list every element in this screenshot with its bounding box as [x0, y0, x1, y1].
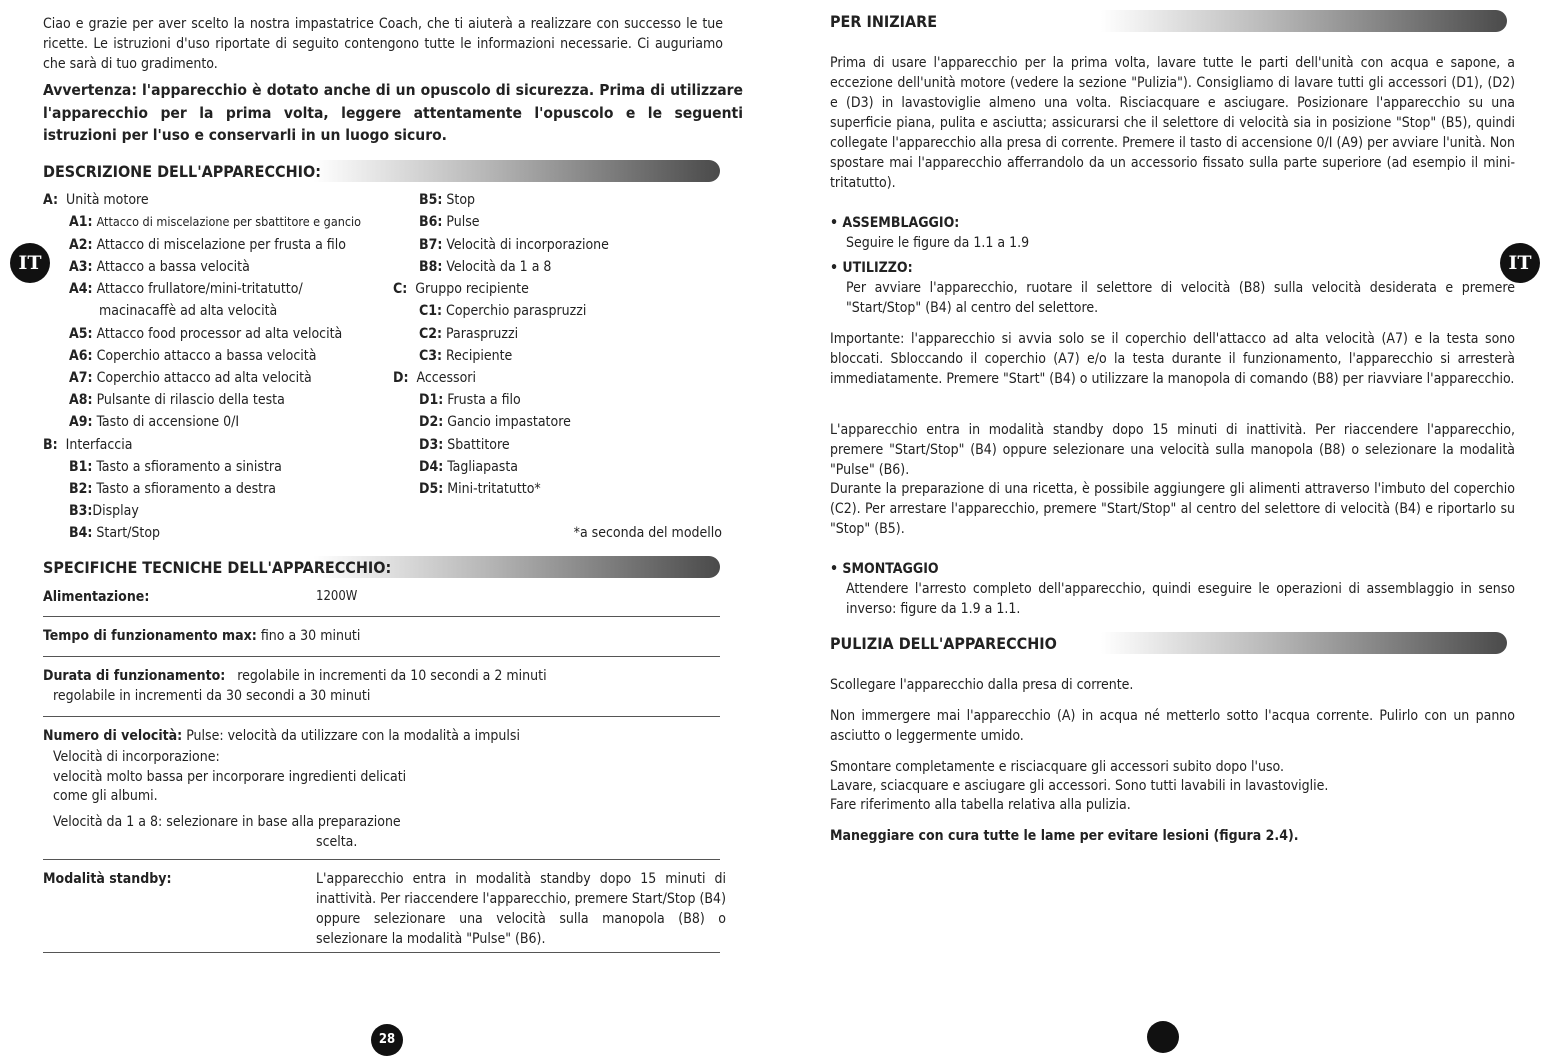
description-item [69, 279, 303, 299]
disassembly-heading: • SMONTAGGIO [830, 561, 939, 577]
start-paragraph: Prima di usare l'apparecchio per la prima volta, lavare tutte le parti dell'unità con acqua e sapone, a eccezione dell'unità motore (vedere la sezione "Pulizia"). Consigliamo di lavare tutti gli accessori (D1), (D2) e (D3) in lavastoviglie almeno una volta. Risciacquare e asciugare. Posizionare l'apparecchio su una superficie piana, pulita e asciutta; assicurarsi che il selettore di velocità sia in posizione "Stop" (B5), quindi collegate l'apparecchio alla presa di corrente. Premere il tasto di accensione 0/I (A9) per avviare l'unità. Non spostare mai l'apparecchio afferrandolo da un accessorio fissato sulla parte superiore (ad esempio il mini-tritatutto). [830, 55, 1515, 191]
description-code: A5: [69, 326, 93, 342]
description-text: Display [92, 503, 139, 519]
model-note: *a seconda del modello [573, 525, 722, 541]
description-code: A4: [69, 281, 93, 297]
description-text: macinacaffè ad alta velocità [99, 303, 278, 319]
use-text: Per avviare l'apparecchio, ruotare il selettore di velocità (B8) sulla velocità desiderata e premere "Start/Stop" (B4) al centro del selettore. [846, 280, 1515, 316]
description-title: DESCRIZIONE DELL'APPARECCHIO: [43, 162, 321, 181]
spec-speeds-value5: Velocità da 1 a 8: selezionare in base alla preparazione [53, 814, 401, 830]
description-text: Gruppo recipiente [415, 281, 529, 297]
spec-speeds-label: Numero di velocità: [43, 728, 183, 744]
description-text: Attacco a bassa velocità [96, 259, 250, 275]
description-text: Unità motore [66, 192, 149, 208]
description-item [419, 390, 521, 410]
cleaning-paragraph-3b: Lavare, sciacquare e asciugare gli accessori. Sono tutti lavabili in lavastoviglie. [830, 778, 1329, 794]
description-item [419, 301, 586, 321]
description-item [69, 479, 276, 499]
divider [43, 616, 720, 617]
use-heading: • UTILIZZO: [830, 260, 913, 276]
description-item [419, 324, 518, 344]
description-code: B: [43, 437, 58, 453]
description-item [419, 190, 475, 210]
spec-power-value: 1200W [316, 589, 358, 604]
spec-speeds-value3: velocità molto bassa per incorporare ingredienti delicati [53, 769, 407, 785]
spec-speeds [43, 726, 520, 746]
description-code: A3: [69, 259, 93, 275]
description-code: B4: [69, 525, 93, 541]
spec-power-label: Alimentazione: [43, 589, 150, 605]
description-code: D5: [419, 481, 444, 497]
description-text: Attacco food processor ad alta velocità [96, 326, 343, 342]
description-item [419, 479, 541, 499]
assembly-block [830, 213, 1515, 253]
cleaning-paragraph-3c: Fare riferimento alla tabella relativa alla pulizia. [830, 797, 1131, 813]
description-code: D: [393, 370, 409, 386]
recipe-paragraph: Durante la preparazione di una ricetta, è possibile aggiungere gli alimenti attraverso l'imbuto del coperchio (C2). Per arrestare l'apparecchio, premere "Start/Stop" al centro del selettore di velocità (B4) e riportarlo su "Stop" (B5). [830, 481, 1515, 537]
description-item [69, 368, 312, 388]
start-section-header [830, 10, 1507, 32]
description-code: B2: [69, 481, 93, 497]
language-tab: IT [10, 243, 50, 283]
assembly-text: Seguire le figure da 1.1 a 1.9 [846, 235, 1030, 251]
intro-paragraph: Ciao e grazie per aver scelto la nostra impastatrice Coach, che ti aiuterà a realizzare con successo le tue ricette. Le istruzioni d'uso riportate di seguito contengono tutte le informazioni necessarie. Ci auguriamo che sarà di tuo gradimento. [43, 16, 723, 72]
divider [43, 952, 720, 953]
description-item [69, 235, 346, 255]
description-item [393, 368, 476, 388]
warning-paragraph: Avvertenza: l'apparecchio è dotato anche di un opuscolo di sicurezza. Prima di utilizzare l'apparecchio per la prima volta, leggere attentamente l'opuscolo e le seguenti istruzioni per l'uso e conservarli in un luogo sicuro. [43, 81, 743, 144]
description-text: Velocità da 1 a 8 [446, 259, 552, 275]
spec-section-header [43, 556, 720, 578]
description-text: Attacco di miscelazione per frusta a filo [96, 237, 346, 253]
description-text: Mini-tritatutto* [447, 481, 541, 497]
description-code: B1: [69, 459, 93, 475]
spec-duration-value2: regolabile in incrementi da 30 secondi a 30 minuti [53, 688, 371, 704]
description-text: Coperchio attacco a bassa velocità [96, 348, 317, 364]
description-text: Coperchio attacco ad alta velocità [96, 370, 312, 386]
divider [43, 859, 720, 860]
description-item [43, 190, 149, 210]
description-code: A6: [69, 348, 93, 364]
cleaning-section-header [830, 632, 1507, 654]
description-text: Start/Stop [96, 525, 161, 541]
divider [43, 656, 720, 657]
description-text: Attacco frullatore/mini-tritatutto/ [96, 281, 303, 297]
description-text: Accessori [416, 370, 476, 386]
description-text: Attacco di miscelazione per sbattitore e gancio [96, 214, 362, 229]
spec-maxtime-value: fino a 30 minuti [260, 628, 361, 644]
description-item [419, 235, 609, 255]
description-code: A8: [69, 392, 93, 408]
description-text: Tasto a sfioramento a sinistra [96, 459, 282, 475]
description-item [69, 324, 342, 344]
spec-maxtime [43, 626, 360, 646]
description-text: Tagliapasta [447, 459, 519, 475]
description-item [69, 412, 239, 432]
spec-standby-label: Modalità standby: [43, 871, 172, 887]
description-item [419, 412, 571, 432]
spec-duration-label: Durata di funzionamento: [43, 668, 226, 684]
description-code: A2: [69, 237, 93, 253]
standby-paragraph: L'apparecchio entra in modalità standby dopo 15 minuti di inattività. Per riaccendere l'apparecchio, premere "Start/Stop" (B4) oppure selezionare una velocità sulla manopola (B8) o selezionare la modalità "Pulse" (B6). [830, 422, 1515, 478]
description-code: B7: [419, 237, 443, 253]
description-code: B6: [419, 214, 443, 230]
disassembly-block [830, 559, 1515, 619]
description-item [69, 212, 361, 232]
description-text: Velocità di incorporazione [446, 237, 609, 253]
description-item [99, 301, 277, 321]
description-code: D4: [419, 459, 444, 475]
disassembly-text: Attendere l'arresto completo dell'apparecchio, quindi eseguire le operazioni di assemblaggio in senso inverso: figure da 1.9 a 1.1. [846, 581, 1515, 617]
description-item [69, 346, 316, 366]
cleaning-warning: Maneggiare con cura tutte le lame per evitare lesioni (figura 2.4). [830, 828, 1299, 844]
spec-speeds-value6: scelta. [316, 834, 358, 850]
description-text: Gancio impastatore [447, 414, 571, 430]
description-code: B8: [419, 259, 443, 275]
description-code: C3: [419, 348, 443, 364]
assembly-heading: • ASSEMBLAGGIO: [830, 215, 960, 231]
spec-standby-value: L'apparecchio entra in modalità standby dopo 15 minuti di inattività. Per riaccendere l'apparecchio, premere Start/Stop (B4) oppure selezionare una velocità sulla manopola (B8) o selezionare la modalità "Pulse" (B6). [316, 871, 726, 947]
description-text: Coperchio paraspruzzi [446, 303, 587, 319]
description-text: Interfaccia [65, 437, 133, 453]
language-tab-right: IT [1500, 243, 1540, 283]
description-code: A7: [69, 370, 93, 386]
cleaning-title: PULIZIA DELL'APPARECCHIO [830, 634, 1057, 653]
description-code: C: [393, 281, 408, 297]
divider [43, 716, 720, 717]
description-code: D3: [419, 437, 444, 453]
use-block [830, 258, 1515, 318]
spec-duration [43, 666, 547, 686]
spec-title: SPECIFICHE TECNICHE DELL'APPARECCHIO: [43, 558, 392, 577]
cleaning-paragraph-2: Non immergere mai l'apparecchio (A) in acqua né metterlo sotto l'acqua corrente. Pulirlo con un panno asciutto o leggermente umido. [830, 708, 1515, 744]
description-code: B3: [69, 503, 93, 519]
description-section-header [43, 160, 720, 182]
description-text: Paraspruzzi [446, 326, 519, 342]
important-paragraph: Importante: l'apparecchio si avvia solo se il coperchio dell'attacco ad alta velocità (A7) e la testa sono bloccati. Sbloccando il coperchio (A7) e/o la testa durante il funzionamento, l'apparecchio si arresterà immediatamente. Premere "Start" (B4) o utilizzare la manopola di comando (B8) per riavviare l'apparecchio. [830, 331, 1515, 387]
description-code: D1: [419, 392, 444, 408]
description-text: Stop [446, 192, 476, 208]
spec-maxtime-label: Tempo di funzionamento max: [43, 628, 257, 644]
spec-speeds-value4: come gli albumi. [53, 788, 158, 804]
description-text: Pulsante di rilascio della testa [96, 392, 285, 408]
start-title: PER INIZIARE [830, 12, 938, 31]
description-item [69, 501, 139, 521]
description-item [43, 435, 132, 455]
description-item [69, 457, 282, 477]
spec-speeds-value1: Pulse: velocità da utilizzare con la modalità a impulsi [186, 728, 520, 744]
description-item [419, 346, 512, 366]
description-item [419, 435, 510, 455]
description-code: A: [43, 192, 59, 208]
description-text: Pulse [446, 214, 480, 230]
page-number-right [1147, 1021, 1179, 1053]
cleaning-paragraph-3a: Smontare completamente e risciacquare gli accessori subito dopo l'uso. [830, 759, 1284, 775]
description-text: Frusta a filo [447, 392, 521, 408]
description-code: C1: [419, 303, 443, 319]
description-code: B5: [419, 192, 443, 208]
cleaning-paragraph-1: Scollegare l'apparecchio dalla presa di corrente. [830, 677, 1134, 693]
description-text: Recipiente [446, 348, 513, 364]
description-code: A9: [69, 414, 93, 430]
description-text: Sbattitore [447, 437, 510, 453]
description-item [419, 212, 480, 232]
spec-speeds-value2: Velocità di incorporazione: [53, 749, 220, 765]
description-text: Tasto a sfioramento a destra [96, 481, 277, 497]
description-item [69, 523, 160, 543]
description-code: C2: [419, 326, 443, 342]
description-item [69, 390, 285, 410]
description-item [393, 279, 529, 299]
description-code: A1: [69, 214, 93, 230]
description-item [419, 457, 518, 477]
description-code: D2: [419, 414, 444, 430]
description-item [69, 257, 250, 277]
description-item [419, 257, 551, 277]
page-number: 28 [371, 1024, 403, 1056]
spec-duration-value1: regolabile in incrementi da 10 secondi a 2 minuti [237, 668, 547, 684]
description-text: Tasto di accensione 0/I [96, 414, 240, 430]
